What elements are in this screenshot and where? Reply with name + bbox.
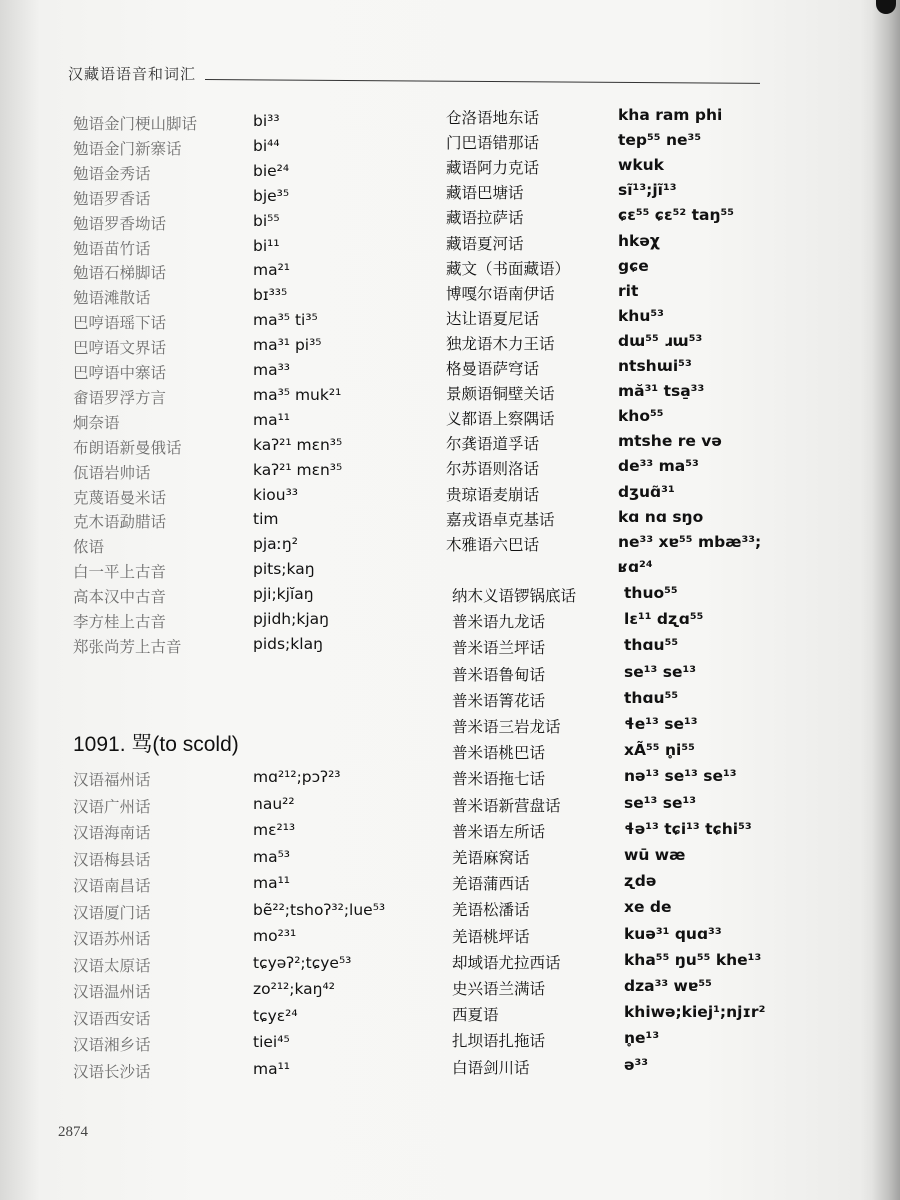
word-form: tɕyəʔ²;tɕye⁵³ [253, 953, 352, 972]
language-name: 汉语福州话 [73, 771, 151, 789]
word-form: pits;kaŋ [253, 560, 315, 579]
language-name: 巴哼语中寨话 [73, 364, 167, 382]
word-form: ma¹¹ [253, 1059, 291, 1078]
word-form: gɕe [618, 256, 649, 275]
language-name: 藏语巴塘话 [446, 184, 524, 203]
language-name: 汉语南昌话 [73, 877, 151, 895]
language-name: 景颇语铜壁关话 [446, 385, 555, 404]
word-form: hkəχ [618, 231, 660, 250]
word-form: thɑu⁵⁵ [624, 636, 679, 655]
language-name: 藏语拉萨话 [446, 209, 524, 228]
word-form: ʁɑ²⁴ [618, 557, 653, 576]
language-name: 勉语金门新寨话 [73, 139, 182, 158]
language-name: 门巴语错那话 [446, 134, 540, 153]
language-name: 汉语苏州话 [73, 930, 151, 948]
word-form: pids;klaŋ [253, 634, 323, 653]
word-form: tɕyɛ²⁴ [253, 1006, 298, 1025]
word-form: mɛ²¹³ [253, 821, 296, 839]
language-name: 汉语海南话 [73, 824, 151, 842]
language-name: 巴哼语瑶下话 [73, 314, 167, 333]
word-form: mo²³¹ [253, 927, 297, 945]
word-form: n̥e¹³ [624, 1029, 660, 1048]
word-form: pjaːŋ² [253, 535, 298, 554]
page-spine-shadow [872, 0, 900, 1200]
language-name: 尔苏语则洛话 [446, 460, 540, 479]
section-title: 1091. 骂(to scold) [73, 733, 239, 756]
language-name: 却域语尤拉西话 [452, 953, 561, 972]
word-form: zo²¹²;kaŋ⁴² [253, 980, 335, 998]
language-name: 独龙语木力王话 [446, 334, 555, 353]
language-name: 勉语滩散话 [73, 289, 151, 308]
word-form: se¹³ se¹³ [624, 662, 697, 681]
word-form: bi⁵⁵ [253, 211, 280, 230]
language-name: 勉语罗香话 [73, 189, 151, 208]
word-form: ʐdə [624, 872, 657, 891]
language-name: 汉语温州话 [73, 983, 151, 1001]
language-name: 畲语罗浮方言 [73, 388, 167, 407]
language-name: 汉语广州话 [73, 797, 151, 816]
language-name: 高本汉中古音 [73, 588, 167, 607]
word-form: ntshɯi⁵³ [618, 357, 692, 375]
word-form: ma³³ [253, 361, 291, 379]
word-form: kɑ nɑ sŋo [618, 507, 704, 526]
word-form: kha⁵⁵ ŋu⁵⁵ khe¹³ [624, 950, 762, 969]
language-name: 普米语左所话 [452, 822, 546, 841]
word-form: mɑ²¹²;pɔʔ²³ [253, 768, 341, 786]
language-name: 郑张尚芳上古音 [73, 637, 182, 656]
language-name: 羌语蒲西话 [452, 875, 530, 894]
language-name: 汉语梅县话 [73, 850, 151, 869]
language-name: 白一平上古音 [73, 563, 167, 582]
language-name: 克木语勐腊话 [73, 513, 167, 532]
word-form: ma³⁵ ti³⁵ [253, 311, 318, 330]
word-form: ma¹¹ [253, 874, 291, 892]
language-name: 李方桂上古音 [73, 613, 167, 631]
header-rule [205, 79, 760, 84]
word-form: ma²¹ [253, 261, 291, 280]
word-form: ɕɛ⁵⁵ ɕɛ⁵² taŋ⁵⁵ [618, 206, 735, 225]
language-name: 仓洛语地东话 [446, 109, 540, 127]
language-name: 羌语桃坪话 [452, 927, 530, 946]
word-form: mtshe re və [618, 432, 722, 451]
language-name: 炯奈语 [73, 413, 120, 432]
language-name: 西夏语 [452, 1006, 499, 1025]
language-name: 汉语湘乡话 [73, 1036, 151, 1054]
language-name: 普米语九龙话 [452, 613, 546, 632]
language-name: 侬语 [73, 538, 105, 557]
word-form: kiou³³ [253, 485, 299, 504]
language-name: 克蔑语曼米话 [73, 488, 167, 507]
word-form: wkuk [618, 156, 664, 175]
word-form: khu⁵³ [618, 306, 664, 325]
word-form: khiwə;kiej¹;njɪr² [624, 1003, 766, 1022]
word-form: thuo⁵⁵ [624, 584, 678, 602]
language-name: 史兴语兰满话 [452, 980, 546, 998]
language-name: 普米语三岩龙话 [452, 718, 561, 736]
language-name: 勉语金门梗山脚话 [73, 115, 198, 133]
word-form: kuə³¹ quɑ³³ [624, 924, 722, 943]
language-name: 布朗语新曼俄话 [73, 438, 182, 457]
word-form: bi³³ [253, 112, 280, 130]
word-form: kaʔ²¹ mɛn³⁵ [253, 460, 343, 479]
language-name: 勉语苗竹话 [73, 239, 151, 258]
language-name: 格曼语萨穹话 [446, 360, 540, 378]
language-name: 普米语鲁甸话 [452, 665, 546, 684]
word-form: rit [618, 281, 639, 300]
word-form: ɬe¹³ se¹³ [624, 715, 698, 733]
language-name: 汉语西安话 [73, 1009, 151, 1028]
word-form: xe de [624, 898, 672, 917]
running-head: 汉藏语语音和词汇 [68, 67, 197, 83]
language-name: 勉语罗香坳话 [73, 214, 167, 233]
language-name: 勉语石梯脚话 [73, 264, 167, 283]
word-form: dza³³ wɐ⁵⁵ [624, 977, 712, 995]
language-name: 汉语长沙话 [73, 1062, 151, 1081]
word-form: kho⁵⁵ [618, 407, 664, 426]
word-form: wū wæ [624, 846, 686, 864]
word-form: de³³ ma⁵³ [618, 457, 699, 476]
word-form: bje³⁵ [253, 186, 290, 205]
word-form: pji;kjĭaŋ [253, 585, 314, 604]
word-form: lɛ¹¹ dʐɑ⁵⁵ [624, 610, 704, 629]
language-name: 达让语夏尼话 [446, 309, 540, 328]
word-form: ne³³ xɐ⁵⁵ mbæ³³; [618, 532, 762, 551]
language-name: 白语剑川话 [452, 1058, 530, 1077]
language-name: 勉语金秀话 [73, 164, 151, 183]
word-form: bi¹¹ [253, 236, 280, 255]
word-form: tep⁵⁵ ne³⁵ [618, 131, 702, 150]
word-form: nə¹³ se¹³ se¹³ [624, 767, 737, 786]
word-form: thɑu⁵⁵ [624, 688, 679, 707]
language-name: 贵琼语麦崩话 [446, 485, 540, 504]
word-form: bi⁴⁴ [253, 136, 280, 155]
language-name: 藏语阿力克话 [446, 159, 540, 178]
word-form: kha ram phi [618, 106, 723, 124]
word-form: tiei⁴⁵ [253, 1033, 290, 1051]
language-name: 羌语麻窝话 [452, 849, 530, 867]
language-name: 普米语拖七话 [452, 770, 546, 789]
language-name: 普米语桃巴话 [452, 744, 546, 763]
language-name: 博嘎尔语南伊话 [446, 284, 555, 303]
word-form: ə³³ [624, 1055, 649, 1074]
language-name: 扎坝语扎拖话 [452, 1032, 546, 1051]
language-name: 普米语箐花话 [452, 691, 546, 710]
language-name: 藏文（书面藏语） [446, 259, 571, 278]
word-form: ma³⁵ muk²¹ [253, 385, 342, 404]
word-form: bie²⁴ [253, 161, 290, 180]
language-name: 巴哼语文界话 [73, 339, 167, 358]
language-name: 尔龚语道孚话 [446, 435, 540, 454]
word-form: ma¹¹ [253, 410, 291, 429]
page-number: 2874 [58, 1124, 88, 1140]
word-form: pjidh;kjaŋ [253, 610, 329, 628]
word-form: se¹³ se¹³ [624, 793, 697, 812]
language-name: 汉语太原话 [73, 956, 151, 975]
word-form: mă³¹ tsa̱³³ [618, 382, 705, 401]
word-form: dɯ⁵⁵ ɹɯ⁵³ [618, 331, 703, 350]
word-form: bẽ²²;tshoʔ³²;lue⁵³ [253, 900, 386, 919]
language-name: 藏语夏河话 [446, 234, 524, 253]
word-form: dʒuɑ̃³¹ [618, 482, 675, 501]
word-form: bɪ³³⁵ [253, 286, 288, 305]
language-name: 普米语新营盘话 [452, 796, 561, 815]
word-form: xÃ⁵⁵ n̥i⁵⁵ [624, 741, 695, 760]
language-name: 嘉戎语卓克基话 [446, 510, 555, 529]
word-form: nau²² [253, 794, 295, 813]
language-name: 羌语松潘话 [452, 901, 530, 920]
language-name: 木雅语六巴话 [446, 535, 540, 554]
word-form: ma⁵³ [253, 847, 291, 866]
word-form: tim [253, 510, 279, 529]
language-name: 佤语岩帅话 [73, 463, 151, 482]
word-form: sĩ¹³;jĩ¹³ [618, 181, 677, 200]
language-name: 义都语上察隅话 [446, 410, 555, 429]
language-name: 纳木义语锣锅底话 [452, 587, 577, 605]
word-form: kaʔ²¹ mɛn³⁵ [253, 435, 343, 454]
word-form: ma³¹ pi³⁵ [253, 336, 322, 355]
word-form: ɬə¹³ tɕi¹³ tɕhi⁵³ [624, 819, 752, 838]
language-name: 普米语兰坪话 [452, 639, 546, 658]
language-name: 汉语厦门话 [73, 903, 151, 922]
